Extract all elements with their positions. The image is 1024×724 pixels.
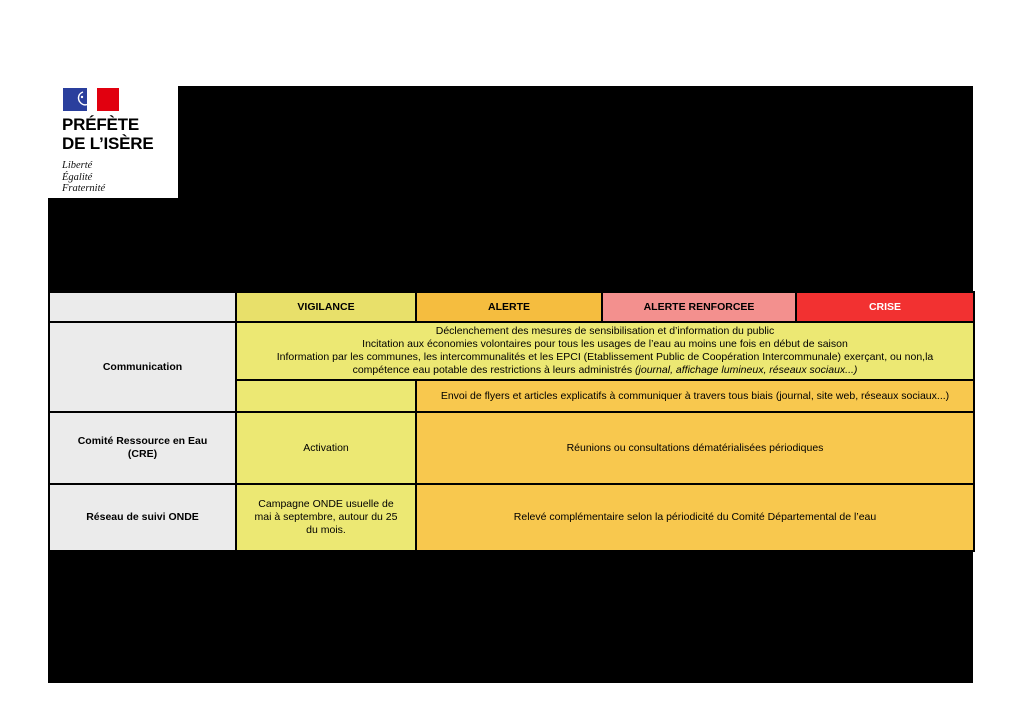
cell-cre-activation: Activation — [236, 412, 416, 484]
communication-line-3: Information par les communes, les intercommunalités et les EPCI (Etablissement Public de Coopération Intercommunale) exerçant, ou non,la — [276, 351, 934, 363]
header-crise: CRISE — [796, 292, 974, 322]
communication-line-2: Incitation aux économies volontaires pour tous les usages de l’eau au moins une fois en début de saison — [362, 338, 848, 350]
cell-cre-meetings: Réunions ou consultations dématérialisées périodiques — [416, 412, 974, 484]
cell-communication-all-levels — [236, 322, 974, 380]
redacted-block-bottom — [48, 550, 973, 683]
motto-egalite: Égalité — [62, 171, 93, 183]
motto-fraternite: Fraternité — [62, 183, 106, 194]
cell-onde-survey: Relevé complémentaire selon la périodicité du Comité Départemental de l’eau — [416, 484, 974, 551]
communication-line-4-italic: (journal, affichage lumineux, réseaux sociaux...) — [635, 364, 858, 376]
redacted-block-top — [178, 86, 973, 198]
header-alerte-renforcee: ALERTE RENFORCEE — [602, 292, 796, 322]
header-alerte: ALERTE — [416, 292, 602, 322]
row-label-communication: Communication — [49, 322, 236, 412]
communication-line-4: compétence eau potable des restrictions à leurs administrés (journal, affichage lumineux, réseaux sociaux...) — [352, 364, 858, 376]
motto-liberte: Liberté — [62, 160, 93, 171]
row-label-onde: Réseau de suivi ONDE — [49, 484, 236, 551]
prefecture-name-line1: PRÉFÈTE — [62, 115, 140, 134]
communication-line-1: Déclenchement des mesures de sensibilisation et d’information du public — [435, 325, 775, 337]
redacted-block-middle — [48, 198, 973, 293]
row-label-cre: Comité Ressource en Eau (CRE) — [49, 412, 236, 484]
cell-communication-flyers: Envoi de flyers et articles explicatifs à communiquer à travers tous biais (journal, site web, réseaux sociaux...) — [416, 380, 974, 412]
cell-communication-vigilance-empty — [236, 380, 416, 412]
republic-motto — [62, 160, 192, 195]
prefecture-logo — [62, 88, 192, 195]
drought-communication-table — [48, 291, 975, 552]
prefecture-name-line2: DE L’ISÈRE — [62, 133, 154, 153]
header-vigilance: VIGILANCE — [236, 292, 416, 322]
cell-onde-campaign: Campagne ONDE usuelle de mai à septembre, autour du 25 du mois. — [236, 484, 416, 551]
prefecture-name — [62, 116, 192, 153]
french-flag-icon — [63, 88, 119, 111]
header-corner-cell — [49, 292, 236, 322]
